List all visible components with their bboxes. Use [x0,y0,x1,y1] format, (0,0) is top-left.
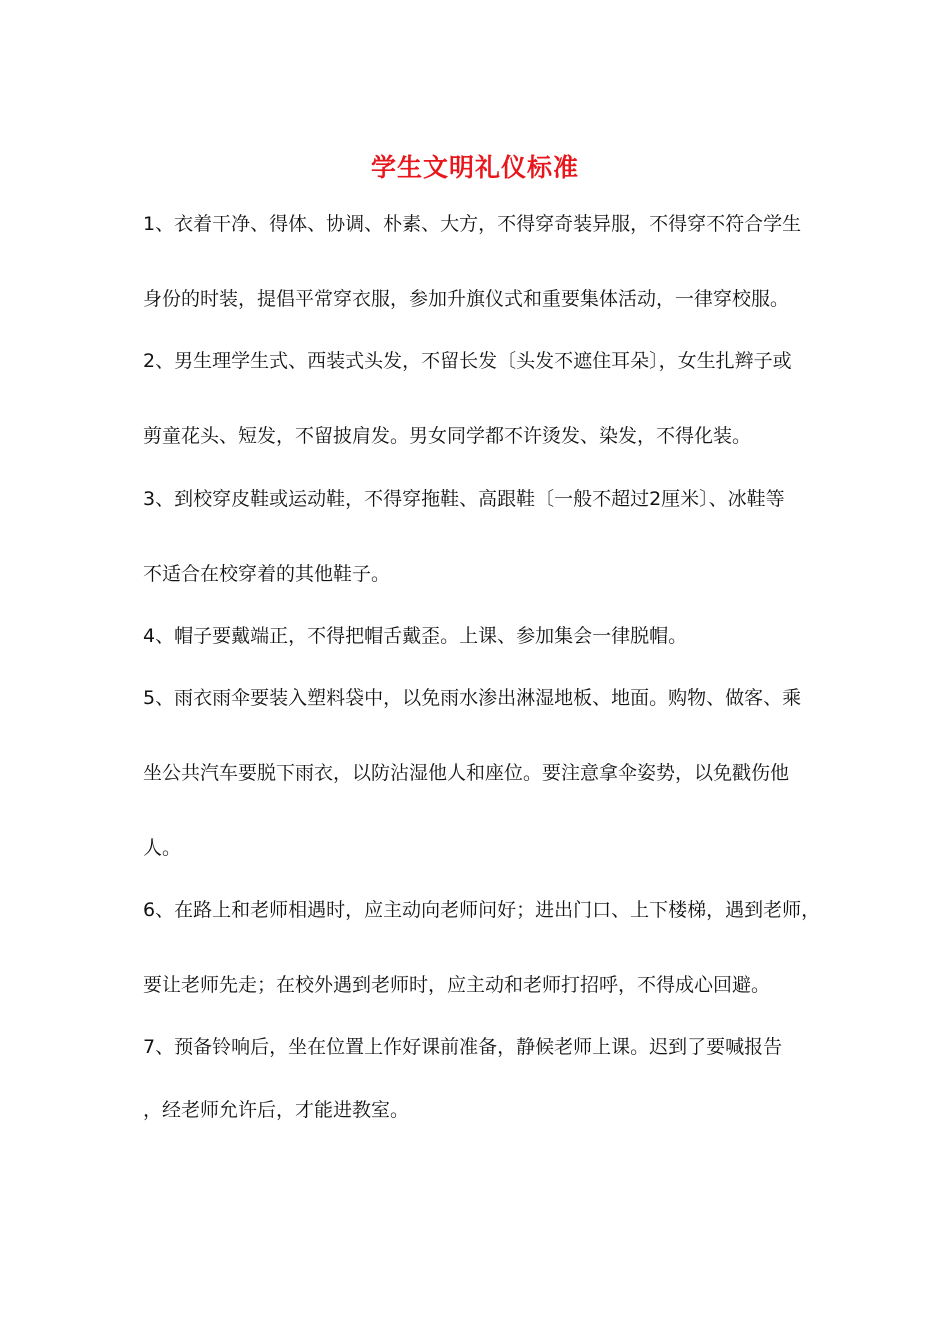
rule-6-line-2: 要让老师先走；在校外遇到老师时，应主动和老师打招呼，不得成心回避。 [143,974,771,996]
rule-4-line-1: 4、帽子要戴端正，不得把帽舌戴歪。上课、参加集会一律脱帽。 [143,625,688,647]
rule-2-line-2: 剪童花头、短发，不留披肩发。男女同学都不许烫发、染发，不得化装。 [143,425,752,447]
rule-5-line-3: 人。 [143,837,182,859]
rule-6-line-1: 6、在路上和老师相遇时，应主动向老师问好；进出门口、上下楼梯，遇到老师， [143,899,821,921]
rule-5-line-1: 5、雨衣雨伞要装入塑料袋中，以免雨水渗出淋湿地板、地面。购物、做客、乘 [143,687,802,709]
rule-7-line-2: ，经老师允许后，才能进教室。 [143,1099,410,1121]
rule-3-line-2: 不适合在校穿着的其他鞋子。 [143,563,391,585]
rule-1-line-1: 1、衣着干净、得体、协调、朴素、大方，不得穿奇装异服，不得穿不符合学生 [143,213,802,235]
rule-1-line-2: 身份的时装，提倡平常穿衣服，参加升旗仪式和重要集体活动，一律穿校服。 [143,288,790,310]
rule-5-line-2: 坐公共汽车要脱下雨衣，以防沾湿他人和座位。要注意拿伞姿势，以免戳伤他 [143,762,790,784]
rule-3-line-1: 3、到校穿皮鞋或运动鞋，不得穿拖鞋、高跟鞋〔一般不超过2厘米〕、冰鞋等 [143,488,785,510]
document-title: 学生文明礼仪标准 [370,153,579,182]
rule-2-line-1: 2、男生理学生式、西装式头发，不留长发〔头发不遮住耳朵〕，女生扎辫子或 [143,350,792,372]
rule-7-line-1: 7、预备铃响后，坐在位置上作好课前准备，静候老师上课。迟到了要喊报告 [143,1036,783,1058]
